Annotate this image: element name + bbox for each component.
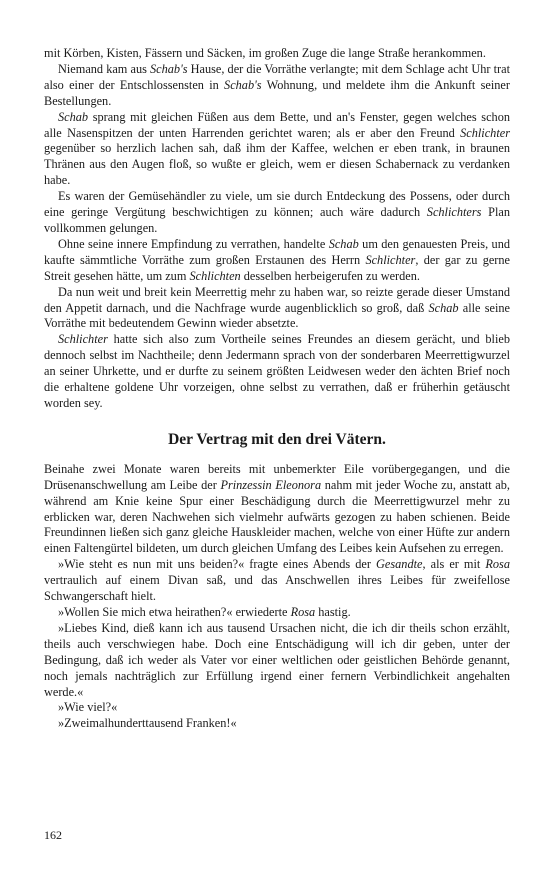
text-run: gegenüber so herzlich lachen sah, daß ihm der Kaffee, welchen er eben trank, in braunen Thränen aus den Augen floß, so wußte er gleich, wem er diesen Schabernack zu verdanken habe. [44,141,510,188]
paragraph [44,46,510,62]
text-run: nahm mit jeder Woche zu, anstatt ab, während am Knie keine Spur einer Beschädigung durch die Meerrettigwurzel mehr zu erblicken war, deren Nachwehen sich vielmehr aufwärts gezogen zu haben schienen. Beide Freundinnen ließen sich ganz gleiche Hauskleider machen, welche von einer Hüfte zur andern einen Faltengürtel bildeten, um durch gleichen Umfang des Leibes kein Aufsehen zu erregen. [44,477,510,556]
body-text [44,46,510,732]
italic-name: Schlichter [58,332,108,347]
italic-name: Rosa [485,557,510,572]
italic-name: Schlichters [426,205,482,220]
italic-name: Schlichter [460,125,510,140]
italic-name: Gesandte [376,557,423,572]
text-run: Wohnung, und meldete ihm die Ankunft seiner Bestellungen. [44,77,510,108]
text-run: alle seine Vorräthe mit bedeutendem Gewinn wieder absetzte. [44,300,510,331]
italic-name: Prinzessin Eleonora [220,477,322,492]
text-run: Es waren der Gemüsehändler zu viele, um sie durch Entdeckung des Possens, oder durch eine geringe Vergütung beschwichtigen zu können; auch wäre dadurch [44,189,510,220]
page-number: 162 [44,828,62,842]
paragraph [44,605,510,621]
text-run: Ohne seine innere Empfindung zu verrathen, handelte [58,236,329,251]
italic-name: Schab [428,300,459,315]
text-run: Niemand kam aus [58,61,151,76]
text-run: »Liebes Kind, dieß kann ich aus tausend Ursachen nicht, die ich dir theils schon erzählt, theils auch verschwiegen habe. Doch eine Entschädigung will ich dir geben, unter der Bedingung, daß ich weder als Vater vor einer weltlichen oder geistlichen Behörde genannt, noch jemals nachträglich zur Erfüllung irgend einer fernern Verbindlichkeit angehalten werde.« [44,620,510,699]
italic-name: Schab's [224,77,262,92]
paragraph [44,557,510,605]
chapter-heading: Der Vertrag mit den drei Vätern. [168,430,386,448]
italic-name: Schab [58,109,89,124]
text-run: Da nun weit und breit kein Meerrettig mehr zu haben war, so reizte gerade dieser Umstand den Appetit darnach, und die Nachfrage wurde augenblicklich so groß, daß [44,284,510,315]
text-run: hastig. [315,605,351,619]
text-run: »Wollen Sie mich etwa heirathen?« erwiederte [58,605,291,619]
italic-name: Schab [328,236,359,251]
paragraph [44,621,510,701]
paragraph [44,700,510,716]
text-run: mit Körben, Kisten, Fässern und Säcken, im großen Zuge die lange Straße herankommen. [44,46,486,60]
text-run: »Wie viel?« [58,700,118,715]
text-run: um den genauesten Preis, und kaufte sämmtliche Vorräthe zum großen Erstaunen des Herrn [44,236,510,267]
text-run: hatte sich also zum Vortheile seines Freundes an diesem gerächt, und blieb dennoch selbst im Nachtheile; denn Jedermann sprach von der sonderbaren Meerrettigwurzel an seiner Uhrkette, und er durfte zu seinem größten Leidwesen weder den ächten Brief noch die erhaltene goldene Uhr vorzeigen, ohne selbst zu verrathen, daß er früherhin getäuscht worden sey. [44,332,510,410]
text-run: Plan vollkommen gelungen. [44,205,510,235]
text-run: desselben herbeigerufen zu werden. [240,268,420,283]
text-run: vertraulich auf einem Divan saß, und das Anschwellen ihres Leibes für zweifellose Schwangerschaft hielt. [44,573,510,604]
italic-name: Schlichten [189,268,241,283]
text-run: Hause, der die Vorräthe verlangte; mit dem Schlage acht Uhr trat also einer der Entschlossensten in [44,61,510,92]
paragraph [44,110,510,190]
paragraph [44,462,510,557]
text-run: »Zweimalhunderttausend Franken!« [58,716,237,731]
text-run: sprang mit gleichen Füßen aus dem Bette, und an's Fenster, gegen welches schon alle Nasenspitzen der unten Harrenden gerichtet waren; als er aber den Freund [44,109,510,140]
paragraph [44,285,510,333]
paragraph [44,716,510,732]
paragraph [44,62,510,110]
text-run: , der gar zu gerne Streit gesehen hätte, um zum [44,252,510,283]
paragraph [44,189,510,237]
text-run: »Wie steht es nun mit uns beiden?« fragte eines Abends der [58,557,377,572]
paragraph [44,237,510,285]
italic-name: Schab's [150,61,188,76]
text-run: Beinahe zwei Monate waren bereits mit unbemerkter Eile vorübergegangen, und die Drüsenanschwellung am Leibe der [44,461,510,492]
paragraph [44,332,510,412]
italic-name: Schlichter [365,252,416,267]
text-run: , als er mit [422,557,486,572]
section-continued-story [44,46,510,412]
section-new-chapter [44,462,510,732]
italic-name: Rosa [290,605,316,619]
